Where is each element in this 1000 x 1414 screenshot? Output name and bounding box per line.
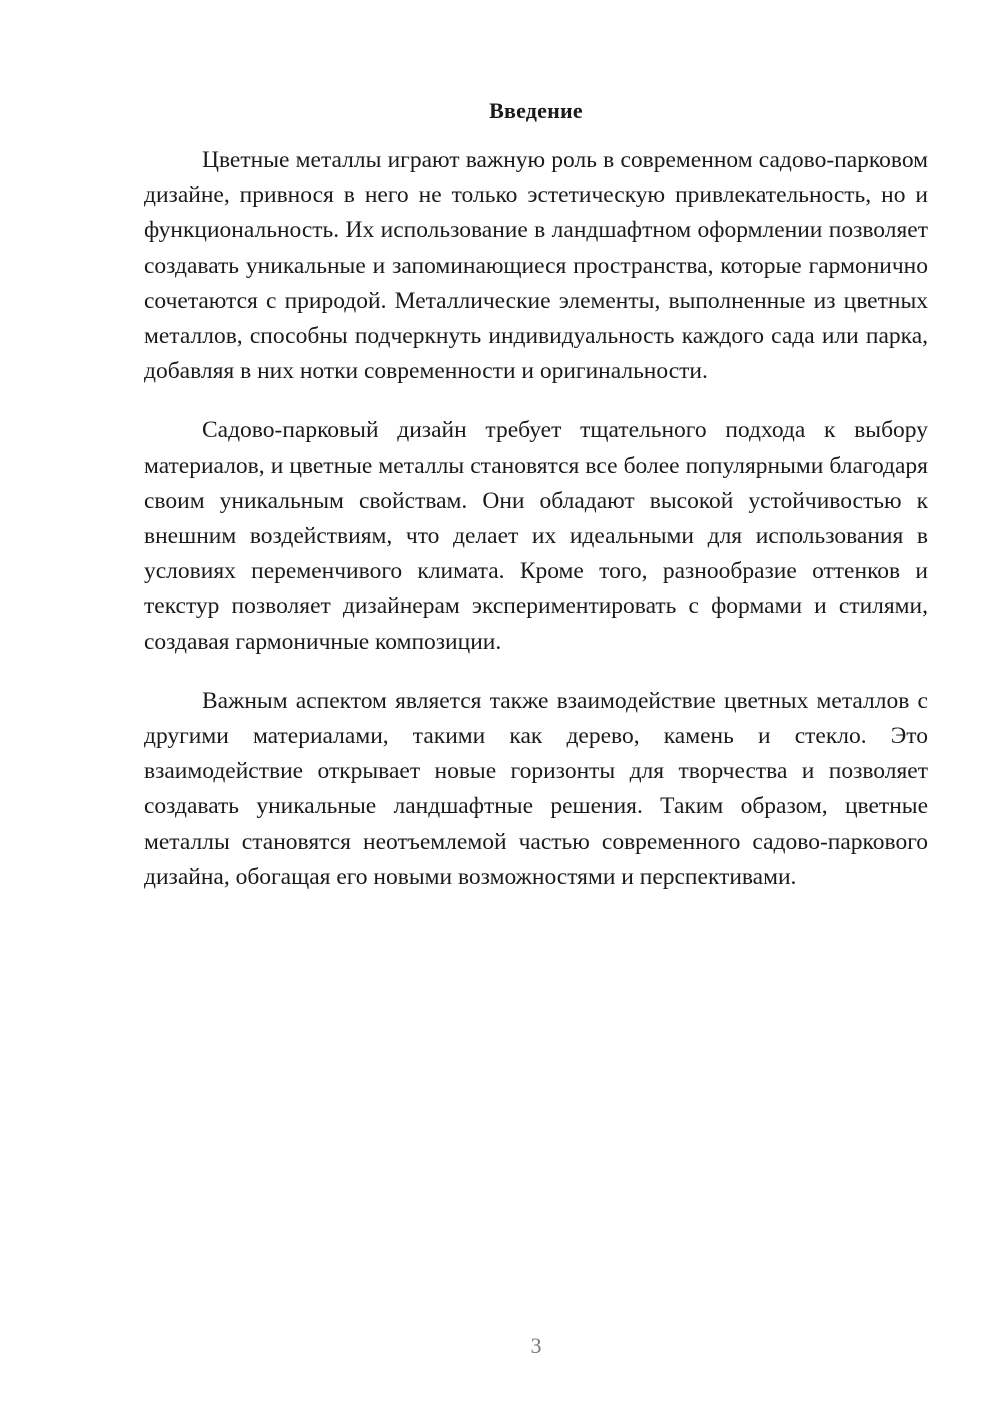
- paragraph-3: Важным аспектом является также взаимодействие цветных металлов с другими материалами, такими как дерево, камень и стекло. Это взаимодействие открывает новые горизонты для творчества и позволяет создавать уникальные ландшафтные решения. Таким образом, цветные металлы становятся неотъемлемой частью современного садово-паркового дизайна, обогащая его новыми возможностями и перспективами.: [144, 687, 928, 890]
- page-number: 3: [530, 1333, 542, 1358]
- document-body: [144, 143, 928, 919]
- paragraph-2: Садово-парковый дизайн требует тщательного подхода к выбору материалов, и цветные металлы становятся все более популярными благодаря своим уникальным свойствам. Они обладают высокой устойчивостью к внешним воздействиям, что делает их идеальными для использования в условиях переменчивого климата. Кроме того, разнообразие оттенков и текстур позволяет дизайнерам экспериментировать с формами и стилями, создавая гармоничные композиции.: [144, 417, 928, 655]
- page-title: Введение: [489, 98, 583, 123]
- paragraph-1: Цветные металлы играют важную роль в современном садово-парковом дизайне, привнося в него не только эстетическую привлекательность, но и функциональность. Их использование в ландшафтном оформлении позволяет создавать уникальные и запоминающиеся пространства, которые гармонично сочетаются с природой. Металлические элементы, выполненные из цветных металлов, способны подчеркнуть индивидуальность каждого сада или парка, добавляя в них нотки современности и оригинальности.: [144, 147, 928, 385]
